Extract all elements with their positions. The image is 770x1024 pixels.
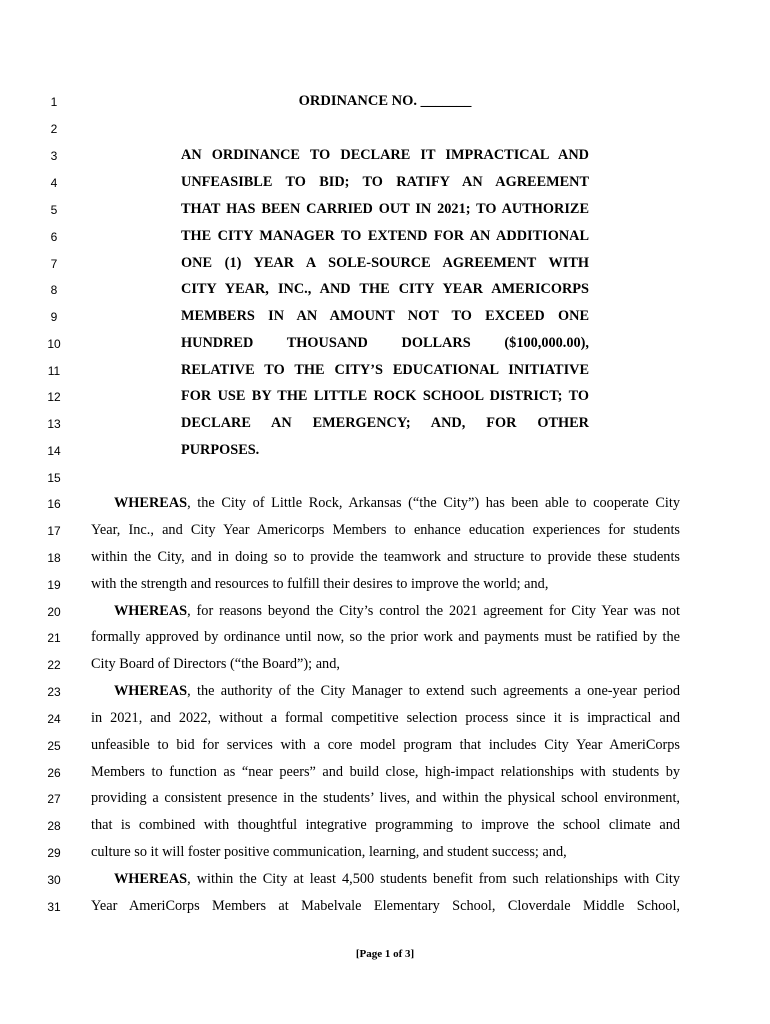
caption-line: HUNDRED THOUSAND DOLLARS ($100,000.00), [181, 335, 589, 351]
line-number: 10 [47, 337, 61, 351]
body-line: Year AmeriCorps Members at Mabelvale Elementary School, Cloverdale Middle School, [91, 898, 680, 914]
line-number: 22 [47, 658, 61, 672]
body-line: WHEREAS, the authority of the City Manager to extend such agreements a one-year period [114, 683, 680, 699]
line-number: 27 [47, 792, 61, 806]
caption-line: THE CITY MANAGER TO EXTEND FOR AN ADDITIONAL [181, 228, 589, 244]
body-line: culture so it will foster positive communication, learning, and student success; and, [91, 844, 567, 860]
line-number: 11 [47, 364, 61, 378]
body-line: WHEREAS, the City of Little Rock, Arkansas (“the City”) has been able to cooperate City [114, 495, 680, 511]
caption-line: DECLARE AN EMERGENCY; AND, FOR OTHER [181, 415, 589, 431]
line-number: 5 [50, 203, 58, 217]
caption-line: FOR USE BY THE LITTLE ROCK SCHOOL DISTRICT; TO [181, 388, 589, 404]
line-number: 17 [47, 524, 61, 538]
line-number: 21 [47, 631, 61, 645]
line-number: 28 [47, 819, 61, 833]
body-line: that is combined with thoughtful integrative programming to improve the school climate and [91, 817, 680, 833]
caption-line: UNFEASIBLE TO BID; TO RATIFY AN AGREEMENT [181, 174, 589, 190]
caption-line: PURPOSES. [181, 442, 260, 458]
line-number: 31 [47, 900, 61, 914]
line-number: 20 [47, 605, 61, 619]
caption-line: RELATIVE TO THE CITY’S EDUCATIONAL INITIATIVE [181, 362, 589, 378]
page-footer: [Page 1 of 3] [355, 948, 415, 960]
whereas-label: WHEREAS [114, 871, 188, 887]
whereas-label: WHEREAS [114, 603, 188, 619]
body-line: City Board of Directors (“the Board”); and, [91, 656, 340, 672]
whereas-label: WHEREAS [114, 495, 188, 511]
line-number: 18 [47, 551, 61, 565]
line-number: 30 [47, 873, 61, 887]
body-line: unfeasible to bid for services with a core model program that includes City Year AmeriCorps [91, 737, 680, 753]
body-line: Members to function as “near peers” and build close, high-impact relationships with students by [91, 764, 680, 780]
body-line: in 2021, and 2022, without a formal competitive selection process since it is impractical and [91, 710, 680, 726]
line-number: 6 [50, 230, 58, 244]
line-number: 19 [47, 578, 61, 592]
caption-line: MEMBERS IN AN AMOUNT NOT TO EXCEED ONE [181, 308, 589, 324]
line-number: 26 [47, 766, 61, 780]
body-line: formally approved by ordinance until now, so the prior work and payments must be ratified by the [91, 629, 680, 645]
line-number: 29 [47, 846, 61, 860]
line-number: 15 [47, 471, 61, 485]
line-number: 12 [47, 390, 61, 404]
line-number: 25 [47, 739, 61, 753]
line-number: 2 [50, 122, 58, 136]
caption-line: THAT HAS BEEN CARRIED OUT IN 2021; TO AUTHORIZE [181, 201, 589, 217]
body-line: providing a consistent presence in the students’ lives, and within the physical school environment, [91, 790, 680, 806]
whereas-label: WHEREAS [114, 683, 188, 699]
line-number: 3 [50, 149, 58, 163]
line-number: 8 [50, 283, 58, 297]
ordinance-title: ORDINANCE NO. _______ [298, 93, 472, 109]
line-number: 7 [50, 257, 58, 271]
caption-line: AN ORDINANCE TO DECLARE IT IMPRACTICAL AND [181, 147, 589, 163]
body-line: WHEREAS, for reasons beyond the City’s control the 2021 agreement for City Year was not [114, 603, 680, 619]
caption-line: CITY YEAR, INC., AND THE CITY YEAR AMERICORPS [181, 281, 589, 297]
line-number: 1 [50, 95, 58, 109]
line-number: 23 [47, 685, 61, 699]
body-line: within the City, and in doing so to provide the teamwork and structure to provide these students [91, 549, 680, 565]
line-number: 9 [50, 310, 58, 324]
body-line: Year, Inc., and City Year Americorps Members to enhance education experiences for students [91, 522, 680, 538]
line-number: 4 [50, 176, 58, 190]
caption-line: ONE (1) YEAR A SOLE-SOURCE AGREEMENT WITH [181, 255, 589, 271]
body-line: with the strength and resources to fulfill their desires to improve the world; and, [91, 576, 549, 592]
line-number: 24 [47, 712, 61, 726]
body-line: WHEREAS, within the City at least 4,500 students benefit from such relationships with City [114, 871, 680, 887]
line-number: 14 [47, 444, 61, 458]
line-number: 13 [47, 417, 61, 431]
line-number: 16 [47, 497, 61, 511]
